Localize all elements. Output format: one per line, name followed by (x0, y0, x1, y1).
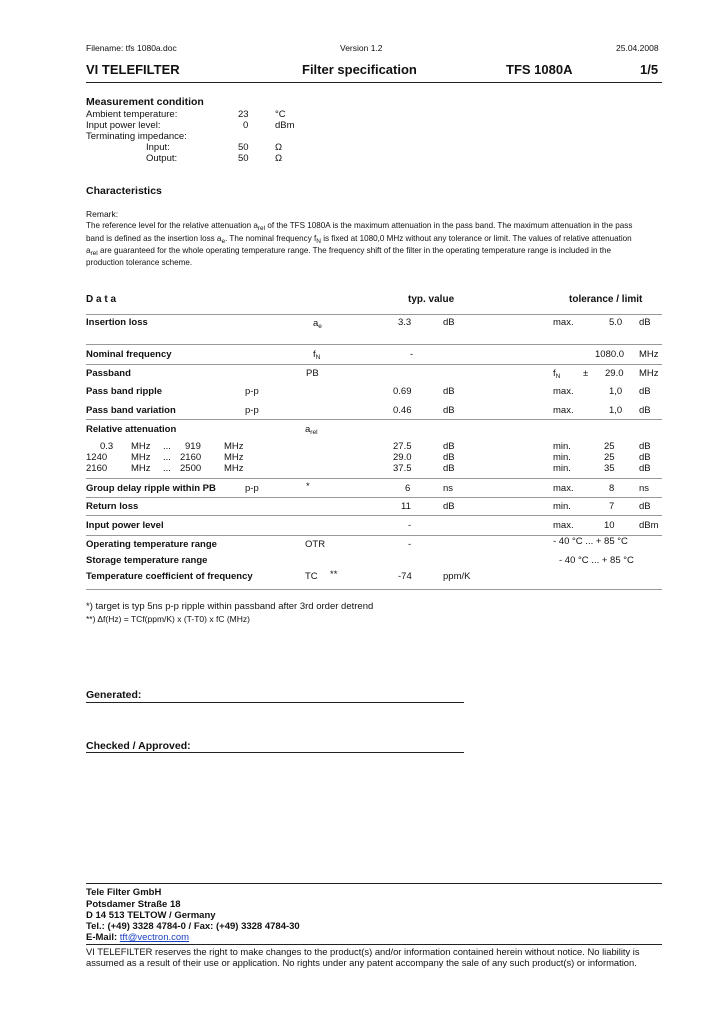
rel-row-2-limit-unit: dB (639, 452, 651, 463)
passband-label: Passband (86, 368, 131, 379)
footer-street: Potsdamer Straße 18 (86, 899, 181, 910)
table-header-tolerance: tolerance / limit (569, 294, 643, 305)
rel-row-3-unit: dB (443, 463, 455, 474)
remark-line-4: production tolerance scheme. (86, 258, 193, 267)
insertion-loss-label: Insertion loss (86, 317, 148, 328)
passband-limit-unit: MHz (639, 368, 659, 379)
approved-signature-line (86, 752, 464, 753)
measurement-title: Measurement condition (86, 96, 204, 108)
table-header-typ: typ. value (408, 294, 455, 305)
passband-limit-symbol: $f_N$ (553, 368, 561, 380)
characteristics-title: Characteristics (86, 185, 162, 197)
ripple-label: Pass band ripple (86, 386, 163, 397)
return-loss-value: 11 (401, 501, 411, 512)
group-delay-pp: p-p (245, 483, 259, 494)
rel-row-1-u2: MHz (224, 441, 244, 452)
ripple-limit-unit: dB (639, 386, 651, 397)
ripple-unit: dB (443, 386, 455, 397)
return-loss-unit: dB (443, 501, 455, 512)
table-divider (86, 344, 662, 345)
relative-attenuation-symbol: $a_{rel}$ (305, 424, 318, 436)
group-delay-label: Group delay ripple within PB (86, 483, 216, 494)
ambient-value: 23 (238, 109, 249, 120)
group-delay-limit: 8 (609, 483, 615, 494)
date: 25.04.2008 (616, 43, 659, 53)
ripple-limit: 1,0 (609, 386, 623, 397)
variation-limit-type: max. (553, 405, 574, 416)
rel-row-3-u1: MHz (131, 463, 151, 474)
rel-row-3-f2: 2500 (180, 463, 202, 474)
rel-row-2-f1: 1240 (86, 452, 108, 463)
operating-temp-range: - 40 °C ... + 85 °C (553, 536, 628, 547)
nominal-frequency-limit-unit: MHz (639, 349, 659, 360)
group-delay-note: * (306, 481, 310, 492)
variation-limit-unit: dB (639, 405, 651, 416)
variation-value: 0.46 (393, 405, 412, 416)
insertion-loss-symbol: $a_e$ (313, 318, 322, 330)
footer-rule (86, 883, 662, 884)
rel-row-1-f2: 919 (185, 441, 201, 452)
group-delay-unit: ns (443, 483, 454, 494)
rel-row-3-dots: ... (163, 463, 171, 474)
nominal-frequency-symbol: $f_N$ (313, 349, 321, 361)
power-value: 0 (243, 120, 249, 131)
power-unit: dBm (275, 120, 295, 131)
version: Version 1.2 (340, 43, 383, 53)
return-loss-label: Return loss (86, 501, 139, 512)
nominal-frequency-label: Nominal frequency (86, 349, 172, 360)
insertion-loss-value: 3.3 (398, 317, 412, 328)
operating-temp-value: - (408, 539, 412, 550)
doc-title: Filter specification (302, 62, 417, 77)
input-value: 50 (238, 142, 249, 153)
footer-email-label: E-Mail: (86, 932, 118, 943)
table-divider (86, 589, 662, 590)
operating-temp-symbol: OTR (305, 539, 326, 550)
relative-attenuation-label: Relative attenuation (86, 424, 177, 435)
insertion-loss-unit: dB (443, 317, 455, 328)
table-divider (86, 364, 662, 365)
rel-row-1-f1: 0.3 (100, 441, 114, 452)
part-number: TFS 1080A (506, 62, 573, 77)
table-divider (86, 419, 662, 420)
disclaimer-line-2: assumed as a result of their use or application. No rights under any patent accompany the sale of any such product(s) or information. (86, 957, 637, 968)
input-power-value: - (408, 520, 412, 531)
variation-limit: 1,0 (609, 405, 623, 416)
rel-row-1-limit-unit: dB (639, 441, 651, 452)
ripple-limit-type: max. (553, 386, 574, 397)
rel-row-1-value: 27.5 (393, 441, 412, 452)
rel-row-2-f2: 2160 (180, 452, 202, 463)
footer-rule-lower (86, 944, 662, 945)
nominal-frequency-value: - (410, 349, 414, 360)
rel-row-3-value: 37.5 (393, 463, 412, 474)
rel-row-3-u2: MHz (224, 463, 244, 474)
input-power-label: Input power level (86, 520, 164, 531)
rel-row-3-limit-type: min. (553, 463, 571, 474)
table-divider (86, 478, 662, 479)
header-rule (86, 82, 662, 83)
footer-tel-fax: Tel.: (+49) 3328 4784-0 / Fax: (+49) 3328 4784-30 (86, 921, 300, 932)
operating-temp-label: Operating temperature range (86, 539, 217, 550)
input-power-limit: 10 (604, 520, 615, 531)
footer-email-link[interactable]: tft@vectron.com (119, 932, 190, 943)
passband-symbol: PB (306, 368, 319, 379)
ambient-label: Ambient temperature: (86, 109, 178, 120)
output-label: Output: (146, 153, 178, 164)
remark-line-1: The reference level for the relative attenuation $a_{rel}$ of the TFS 1080A is the maximum attenuation in the pass band. The maximum attenuation in the pass (86, 221, 633, 232)
insertion-loss-limit: 5.0 (609, 317, 623, 328)
output-value: 50 (238, 153, 249, 164)
temp-coefficient-label: Temperature coefficient of frequency (86, 571, 253, 582)
rel-row-1-dots: ... (163, 441, 171, 452)
footer-city: D 14 513 TELTOW / Germany (86, 910, 216, 921)
rel-row-2-limit: 25 (604, 452, 615, 463)
rel-row-2-u1: MHz (131, 452, 151, 463)
company-name: VI TELEFILTER (86, 62, 180, 77)
insertion-loss-limit-unit: dB (639, 317, 651, 328)
input-label: Input: (146, 142, 170, 153)
input-unit: Ω (275, 142, 283, 153)
input-power-limit-unit: dBm (639, 520, 659, 531)
ripple-value: 0.69 (393, 386, 412, 397)
page-number: 1/5 (640, 62, 659, 77)
output-unit: Ω (275, 153, 283, 164)
variation-unit: dB (443, 405, 455, 416)
footer-company: Tele Filter GmbH (86, 887, 162, 898)
input-power-limit-type: max. (553, 520, 574, 531)
table-divider (86, 314, 662, 315)
remark-label: Remark: (86, 209, 119, 219)
rel-row-1-limit: 25 (604, 441, 615, 452)
filename: Filename: tfs 1080a.doc (86, 43, 177, 53)
rel-row-1-limit-type: min. (553, 441, 571, 452)
checked-approved-label: Checked / Approved: (86, 740, 191, 752)
storage-temp-label: Storage temperature range (86, 555, 208, 566)
group-delay-limit-unit: ns (639, 483, 650, 494)
temp-coefficient-note: ** (330, 569, 338, 580)
passband-plus-minus: ± (583, 368, 589, 379)
return-loss-limit-unit: dB (639, 501, 651, 512)
variation-pp: p-p (245, 405, 259, 416)
table-header-data: D a t a (86, 294, 117, 305)
nominal-frequency-limit: 1080.0 (595, 349, 625, 360)
rel-row-3-limit-unit: dB (639, 463, 651, 474)
footer-email-row (86, 932, 189, 943)
power-label: Input power level: (86, 120, 161, 131)
rel-row-2-dots: ... (163, 452, 171, 463)
table-divider (86, 515, 662, 516)
insertion-loss-limit-type: max. (553, 317, 574, 328)
temp-coefficient-unit: ppm/K (443, 571, 471, 582)
generated-label: Generated: (86, 689, 142, 701)
rel-row-2-limit-type: min. (553, 452, 571, 463)
generated-signature-line (86, 702, 464, 703)
passband-limit: 29.0 (605, 368, 624, 379)
group-delay-limit-type: max. (553, 483, 574, 494)
rel-row-1-unit: dB (443, 441, 455, 452)
note-group-delay: *) target is typ 5ns p-p ripple within passband after 3rd order detrend (86, 601, 374, 612)
rel-row-3-limit: 35 (604, 463, 615, 474)
rel-row-2-u2: MHz (224, 452, 244, 463)
table-divider (86, 497, 662, 498)
rel-row-3-f1: 2160 (86, 463, 108, 474)
remark-line-2: band is defined as the insertion loss $a_e$. The nominal frequency $f_N$ is fixed at 1080,0 MHz without any tolerance or limit. The values of relative attenuation (86, 234, 632, 245)
disclaimer-line-1: VI TELEFILTER reserves the right to make changes to the product(s) and/or information contained herein without notice. No liability is (86, 946, 640, 957)
variation-label: Pass band variation (86, 405, 176, 416)
note-temp-coefficient: **) Δf(Hz) = TCf(ppm/K) x (T-T0) x fC (MHz) (86, 614, 250, 624)
return-loss-limit: 7 (609, 501, 615, 512)
storage-temp-range: - 40 °C ... + 85 °C (559, 555, 634, 566)
rel-row-2-value: 29.0 (393, 452, 412, 463)
term-label: Terminating impedance: (86, 131, 187, 142)
ripple-pp: p-p (245, 386, 259, 397)
temp-coefficient-value: -74 (398, 571, 412, 582)
group-delay-value: 6 (405, 483, 411, 494)
remark-line-3: $a_{rel}$ are guaranteed for the whole operating temperature range. The frequency shift of the filter in the operating temperature range is included in the (86, 246, 611, 257)
return-loss-limit-type: min. (553, 501, 571, 512)
rel-row-2-unit: dB (443, 452, 455, 463)
ambient-unit: °C (275, 109, 286, 120)
rel-row-1-u1: MHz (131, 441, 151, 452)
temp-coefficient-symbol: TC (305, 571, 318, 582)
